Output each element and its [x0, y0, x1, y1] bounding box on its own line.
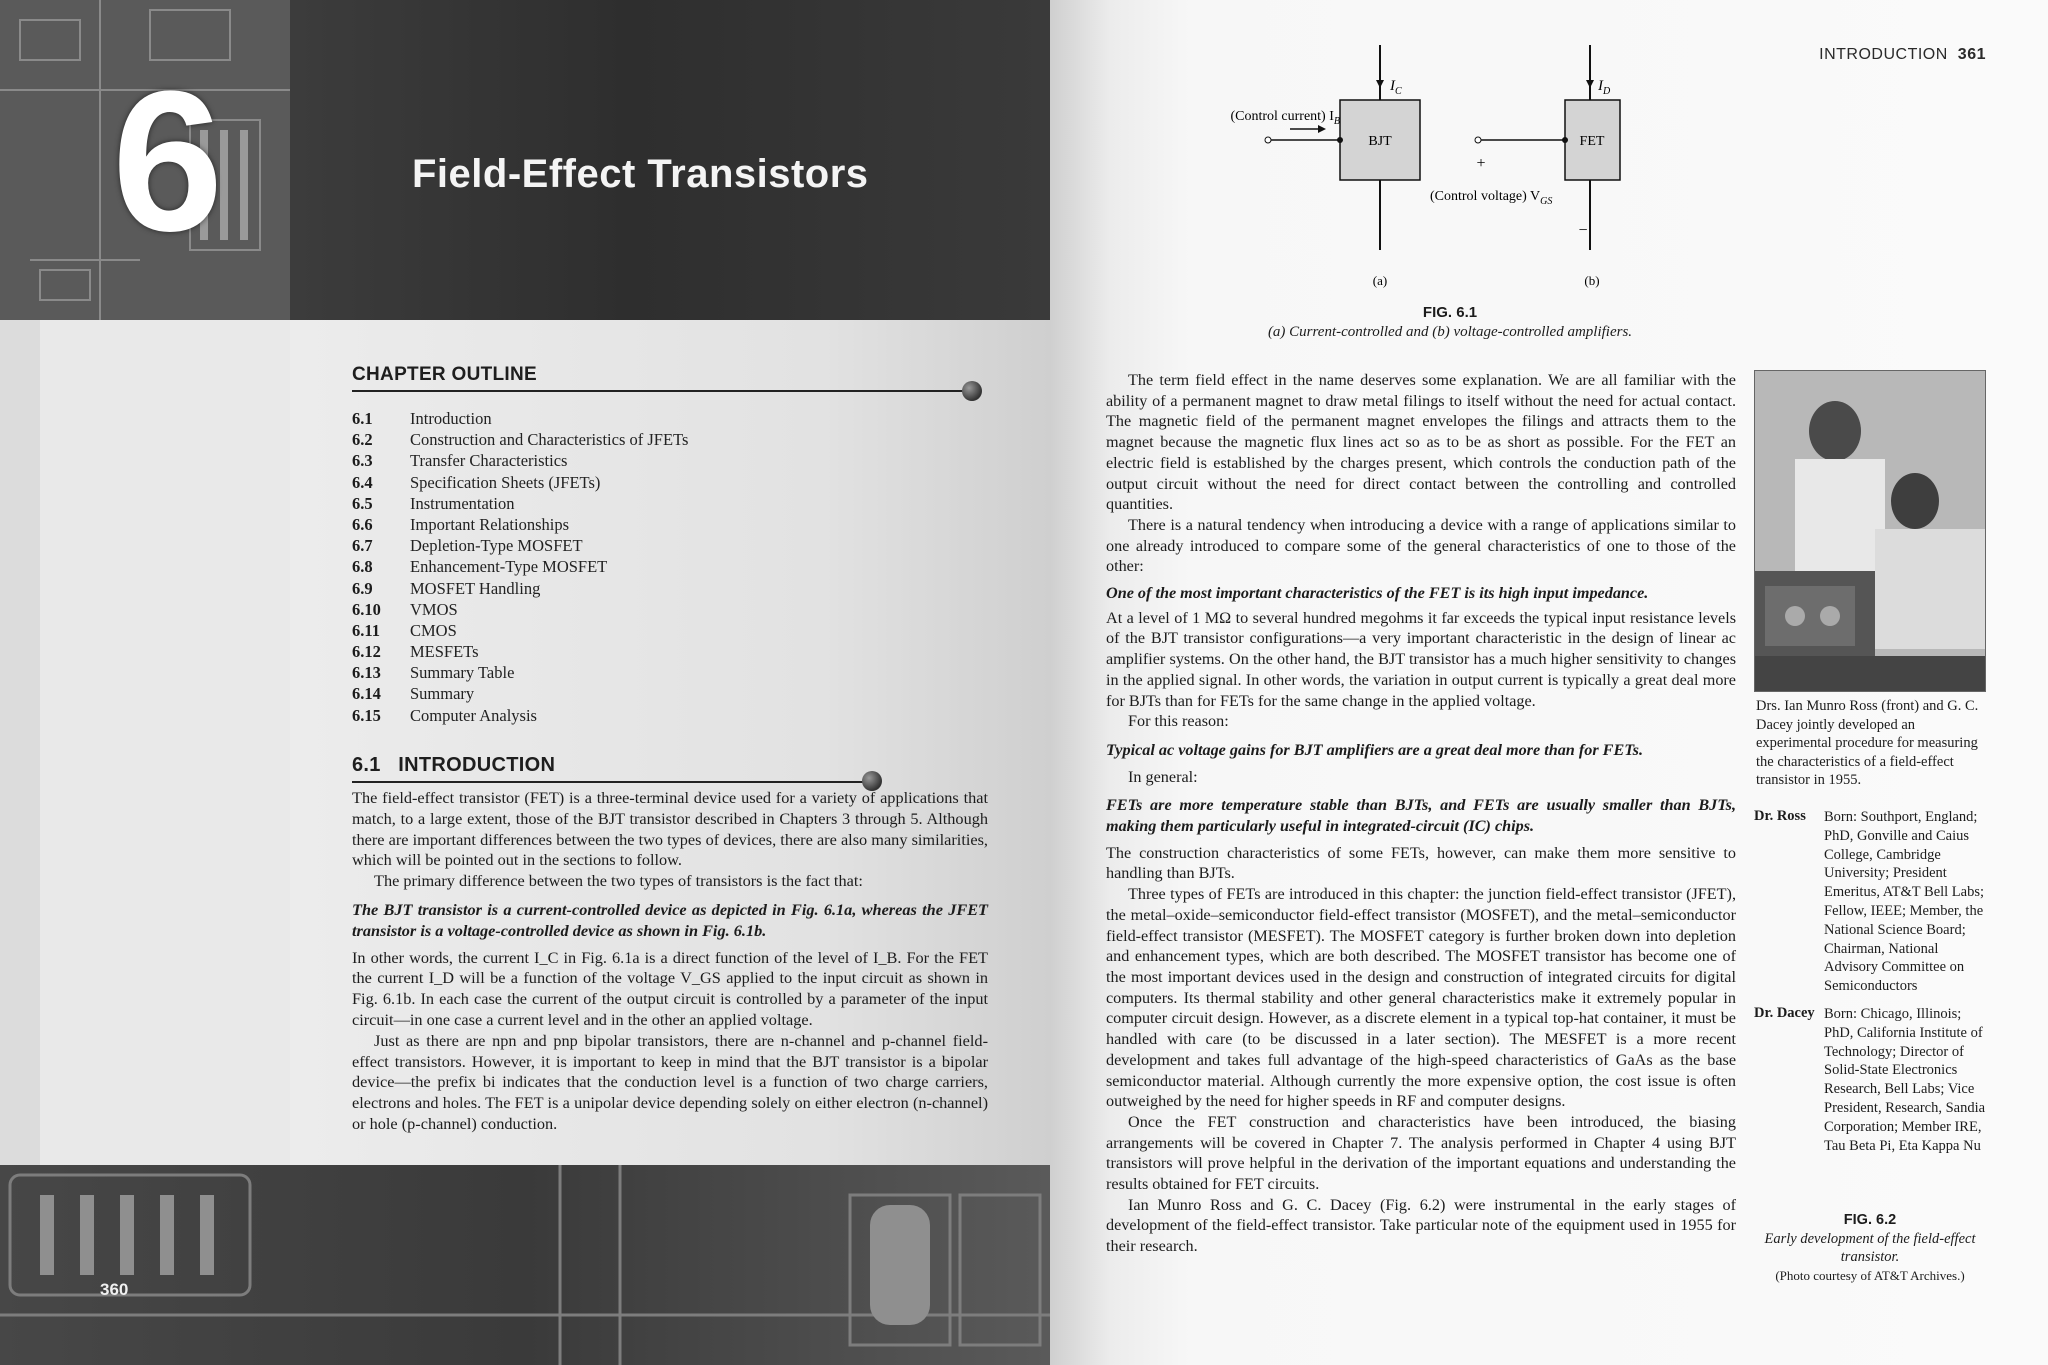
page-number: 360 [100, 1280, 129, 1299]
outline-item[interactable]: 6.4 Specification Sheets (JFETs) [352, 472, 601, 492]
outline-item[interactable]: 6.13 Summary Table [352, 663, 515, 683]
paragraph: The primary difference between the two types of transistors is the fact that: [374, 871, 863, 891]
outline-item[interactable]: 6.5 Instrumentation [352, 493, 515, 513]
section-rule [352, 781, 872, 783]
minus-terminal: − [1578, 222, 1588, 239]
fet-label: FET [1579, 134, 1605, 149]
paragraph: There is a natural tendency when introducing a device with a range of applications similar to one already introduced to compare some of the general characteristics of one to those of the other: [1106, 515, 1736, 576]
bio-ross: Born: Southport, England; PhD, Gonville and Caius College, Cambridge University; President Emeritus, AT&T Bell Labs; Fellow, IEEE; Member, the National Science Board; Chairman, National Advisory Committee on Semiconductors [1824, 809, 1985, 995]
running-head: INTRODUCTION 361 [1819, 46, 1986, 63]
figure-caption: Early development of the field-effect transistor. [1764, 1231, 1976, 1265]
circuit-board-art [0, 1165, 1050, 1365]
outline-rule [352, 390, 972, 392]
page-number: 361 [1957, 46, 1986, 63]
photo-caption: Drs. Ian Munro Ross (front) and G. C. Dacey jointly developed an experimental procedure for measuring the characteristics of a field-effect transistor in 1955. [1756, 698, 1979, 789]
outline-rule-dot [962, 381, 982, 401]
main-body-text [1106, 370, 1736, 1257]
outline-item[interactable]: 6.7 Depletion-Type MOSFET [352, 536, 583, 556]
emphasis-statement: The BJT transistor is a current-controlled device as depicted in Fig. 6.1a, whereas the JFET transistor is a voltage-controlled device as shown in Fig. 6.1b. [352, 899, 988, 940]
outline-item[interactable]: 6.10 VMOS [352, 599, 458, 619]
outline-item[interactable]: 6.11 CMOS [352, 620, 457, 640]
paragraph: For this reason: [1128, 712, 1229, 731]
outline-item[interactable]: 6.9 MOSFET Handling [352, 578, 541, 598]
paragraph: Ian Munro Ross and G. C. Dacey (Fig. 6.2) were instrumental in the early stages of development of the field-effect transistor. Take particular note of the equipment used in 1955 for their research. [1106, 1195, 1736, 1256]
intro-body [352, 788, 988, 1135]
emphasis-statement: Typical ac voltage gains for BJT amplifiers are a great deal more than for FETs. [1106, 740, 1644, 759]
outline-item[interactable]: 6.1 Introduction [352, 409, 492, 428]
bio-name-dacey: Dr. Dacey [1754, 1005, 1815, 1021]
outline-item[interactable]: 6.8 Enhancement-Type MOSFET [352, 557, 608, 577]
outline-item[interactable]: 6.6 Important Relationships [352, 514, 570, 534]
outline-item[interactable]: 6.15 Computer Analysis [352, 705, 537, 725]
emphasis-statement: One of the most important characteristics of the FET is its high input impedance. [1106, 584, 1649, 603]
chapter-outline-list [352, 408, 852, 726]
sub-figure-a: (a) [1372, 273, 1388, 288]
ic-label: $I_C$ [1390, 78, 1402, 97]
bjt-label: BJT [1368, 134, 1392, 149]
paragraph: In other words, the current I_C in Fig. 6.1a is a direct function of the level of I_B. For the FET the current I_D will be a function of the voltage V_GS applied to the input circuit as shown in Fig. 6.1b. In each case the current of the output circuit is controlled by a parameter of the input circuit—in one case a current level and in the other an applied voltage. [352, 947, 988, 1029]
paragraph: Three types of FETs are introduced in this chapter: the junction field-effect transistor (JFET), the metal–oxide–semiconductor field-effect transistor (MOSFET), and the metal–semiconductor field-effect transistor (MESFET). The MOSFET category is further broken down into depletion and enhancement types, which are both described. The MOSFET transistor has become one of the most important devices used in the design and construction of integrated circuits for digital computers. Its thermal stability and other general characteristics make it extremely popular in computer circuit design. However, as a discrete element in a typical top-hat container, it must be handled with care (to be discussed in a later section). The MESFET is a more recent development and takes full advantage of the high-speed characteristics of GaAs as the base semiconductor material. Although currently the more expensive option, the cost issue is often outweighed by the need for higher speeds in RF and computer designs. [1106, 885, 1736, 1111]
control-current-label: (Control current) $I_B$ [1230, 109, 1340, 127]
control-voltage-label: (Control voltage) $V_{GS}$ [1430, 189, 1553, 207]
sub-figure-b: (b) [1584, 273, 1600, 288]
outline-item[interactable]: 6.2 Construction and Characteristics of JFETs [352, 430, 689, 450]
figure-label: FIG. 6.2 [1843, 1212, 1897, 1228]
section-heading: 6.1 INTRODUCTION [352, 754, 556, 776]
outline-item[interactable]: 6.14 Summary [352, 684, 475, 704]
paragraph: In general: [1128, 767, 1198, 786]
id-label: $I_D$ [1598, 78, 1611, 97]
plus-terminal: + [1476, 155, 1486, 172]
paragraph: Just as there are npn and pnp bipolar transistors, there are n-channel and p-channel field-effect transistors. However, it is important to keep in mind that the BJT transistor is a bipolar device—the prefix bi indicates that the conduction level is a function of two charge carriers, electrons and holes. The FET is a unipolar device depending solely on either electron (n-channel) or hole (p-channel) conduction. [352, 1030, 988, 1133]
outline-heading: CHAPTER OUTLINE [352, 364, 537, 385]
paragraph: The term field effect in the name deserves some explanation. We are all familiar with the ability of a permanent magnet to draw metal filings to itself without the need for actual contact. The magnetic field of the permanent magnet envelopes the filings and attracts them to the magnet because the magnetic flux lines act so as to be as short as possible. For the FET an electric field is established by the charges present, which controls the conduction path of the output circuit without the need for direct contact between the controlling and controlled quantities. [1106, 371, 1736, 514]
paragraph: The field-effect transistor (FET) is a three-terminal device used for a variety of applications that match, to a large extent, those of the BJT transistor described in Chapters 3 through 5. Although there are important differences between the two types of devices, there are also many similarities, which will be pointed out in the sections to follow. [352, 788, 988, 870]
emphasis-statement: FETs are more temperature stable than BJTs, and FETs are usually smaller than BJTs, making them particularly useful in integrated-circuit (IC) chips. [1106, 796, 1736, 836]
paragraph: At a level of 1 MΩ to several hundred megohms it far exceeds the typical input resistance levels of the BJT transistor configurations—a very important characteristic in the design of linear ac amplifier systems. On the other hand, the BJT transistor has a much higher sensitivity to changes in the applied signal. In other words, the variation in output current is typically a great deal more for BJTs than for FETs for the same change in the applied voltage. [1106, 608, 1736, 710]
chapter-title: Field-Effect Transistors [412, 152, 869, 196]
left-margin-area [40, 320, 290, 1165]
figure-label: FIG. 6.1 [1422, 304, 1478, 321]
bio-name-ross: Dr. Ross [1754, 808, 1806, 824]
figure-6-1 [1200, 40, 1660, 300]
historical-photo [1754, 370, 1986, 692]
outline-item[interactable]: 6.3 Transfer Characteristics [352, 451, 568, 471]
chapter-number: 6 [112, 50, 224, 273]
paragraph: The construction characteristics of some FETs, however, can make them more sensitive to handling than BJTs. [1106, 843, 1736, 883]
bio-dacey: Born: Chicago, Illinois; PhD, California Institute of Technology; Director of Solid-State Electronics Research, Bell Labs; Vice President, Research, Sandia Corporation; Member IRE, Tau Beta Pi, Eta Kappa Nu [1824, 1006, 1986, 1154]
photo-credit: (Photo courtesy of AT&T Archives.) [1775, 1268, 1965, 1283]
paragraph: Once the FET construction and characteristics have been introduced, the biasing arrangements will be covered in Chapter 7. The analysis performed in Chapter 4 using BJT transistors will prove helpful in the derivation of the important equations and understanding the results obtained for FET circuits. [1106, 1112, 1736, 1194]
outline-item[interactable]: 6.12 MESFETs [352, 642, 479, 662]
figure-caption: (a) Current-controlled and (b) voltage-controlled amplifiers. [1267, 324, 1633, 340]
